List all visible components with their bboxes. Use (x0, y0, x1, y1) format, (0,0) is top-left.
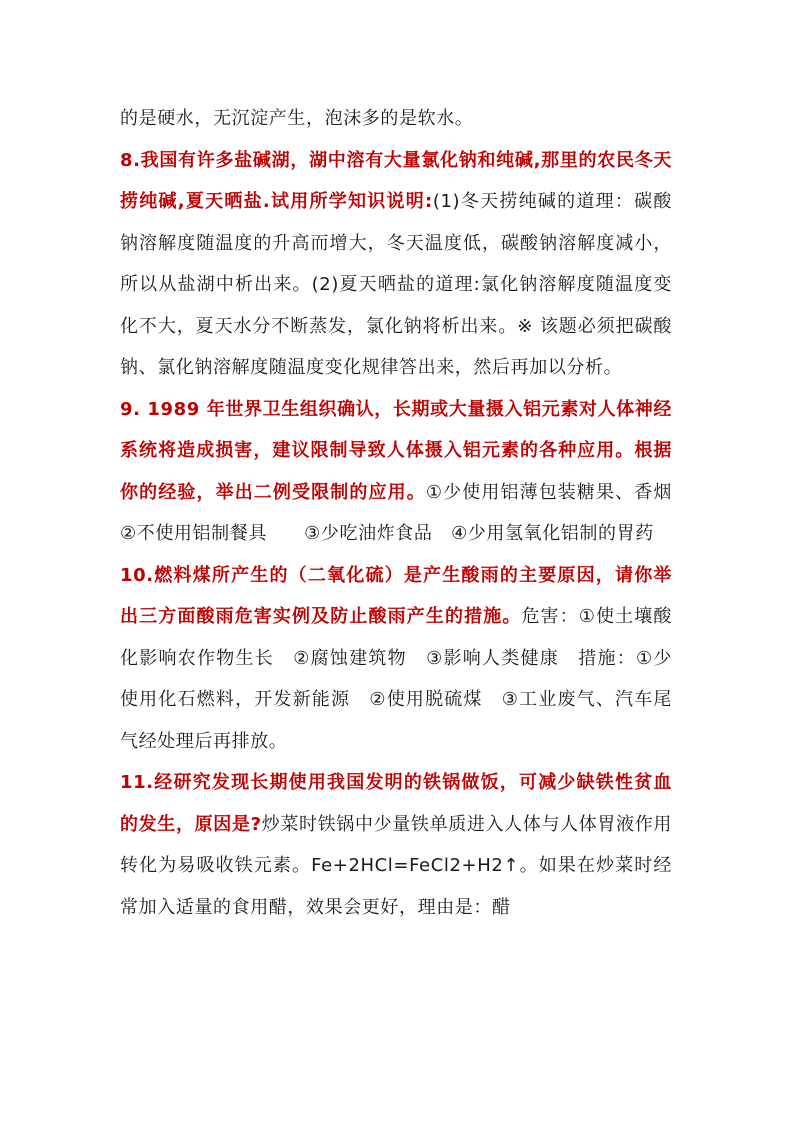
question-9 (120, 389, 691, 555)
question-11 (120, 762, 672, 928)
question-text: 10.燃料煤所产生的（二氧化硫）是产生酸雨的主要原因，请你举出三方面酸雨危害实例及防止酸雨产生的措施。 (120, 564, 672, 627)
question-text: 9. 1989 年世界卫生组织确认，长期或大量摄入铝元素对人体神经系统将造成损害，建议限制导致人体摄入铝元素的各种应用。根据你的经验，举出二例受限制的应用。 (120, 398, 672, 503)
answer-text: 危害：①使土壤酸化影响农作物生长 ②腐蚀建筑物 ③影响人类健康 措施：①少使用化石燃料，开发新能源 ②使用脱硫煤 ③工业废气、汽车尾气经处理后再排放。 (120, 606, 672, 752)
answer-text: (1)冬天捞纯碱的道理：碳酸钠溶解度随温度的升高而增大，冬天温度低，碳酸钠溶解度减小，所以从盐湖中析出来。(2)夏天晒盐的道理:氯化钠溶解度随温度变化不大，夏天水分不断蒸发，氯化钠将析出来。※ 该题必须把碳酸钠、氯化钠溶解度随温度变化规律答出来，然后再加以分析。 (120, 191, 672, 378)
document-page (120, 98, 691, 928)
answer-text: ①少使用铝薄包装糖果、香烟 ②不使用铝制餐具 ③少吃油炸食品 ④少用氢氧化铝制的胃药 (120, 481, 691, 544)
question-text: 8.我国有许多盐碱湖，湖中溶有大量氯化钠和纯碱,那里的农民冬天捞纯碱,夏天晒盐.试用所学知识说明: (120, 149, 672, 212)
question-8 (120, 140, 672, 389)
answer-text: 炒菜时铁锅中少量铁单质进入人体与人体胃液作用转化为易吸收铁元素。Fe+2HCl=FeCl2+H2↑。如果在炒菜时经常加入适量的食用醋，效果会更好，理由是：醋 (120, 813, 672, 918)
paragraph-continuation (120, 98, 672, 140)
answer-text: 的是硬水，无沉淀产生，泡沫多的是软水。 (120, 108, 474, 129)
question-text: 11.经研究发现长期使用我国发明的铁锅做饭，可减少缺铁性贫血的发生，原因是? (120, 772, 672, 835)
question-10 (120, 555, 672, 763)
